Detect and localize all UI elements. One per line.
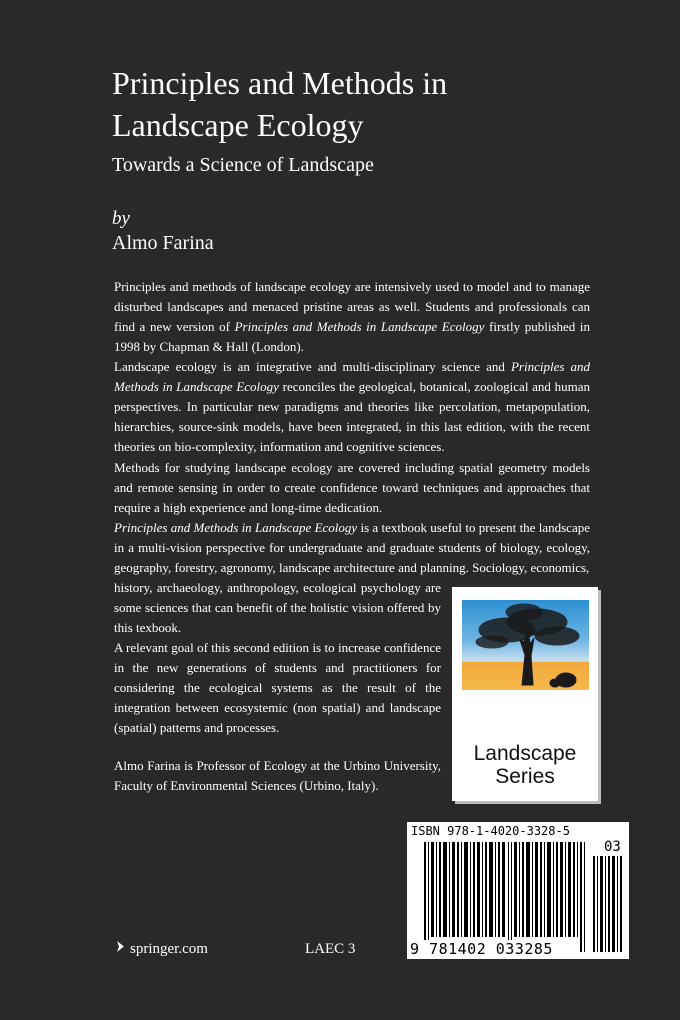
paragraph-goal: A relevant goal of this second edition is to increase confidence in the new generations of students and practitioners for considering the ecological systems as the result of the integration between ecosystemic (non spatial) and landscape (spatial) patterns and processes. [114,640,441,735]
paragraph-textbook-cont: history, archaeology, anthropology, ecological psychology are some sciences that can benefit of the holistic vision offered by this texbook. [114,580,441,635]
springer-link[interactable] [116,940,208,958]
tree-landscape-image [462,600,589,690]
paragraph-author-bio: Almo Farina is Professor of Ecology at the Urbino University, Faculty of Environmental Sciences (Urbino, Italy). [114,758,441,793]
landscape-series-badge [452,587,598,801]
isbn-text: ISBN 978-1-4020-3328-5 [411,824,570,838]
paragraph-integrative: Landscape ecology is an integrative and multi-disciplinary science and Principles and Methods in Landscape Ecology reconciles the geological, botanical, zoological and human perspectives. In particular new paradigms and theories like percolation, metapopulation, hierarchies, source-sink models, have been integrated, in this last edition, with the recent theories on bio-complexity, information and cognitive sciences. [114,359,591,454]
publisher-url: springer.com [130,940,208,957]
series-label: Landscape Series [473,742,577,788]
isbn-barcode [407,822,629,959]
book-title: Principles and Methods in Landscape Ecology [112,65,448,143]
paragraph-methods: Methods for studying landscape ecology are covered including spatial geometry models and remote sensing in order to create confidence toward techniques and approaches that require a high experience and long-time dedication. [114,460,590,515]
series-code: LAEC 3 [305,941,356,957]
isbn-addon: 03 [604,839,621,855]
barcode-bars [407,822,629,959]
author-name: Almo Farina [112,232,214,254]
by-label: by [112,208,130,229]
chevron-right-icon [116,940,126,958]
book-subtitle: Towards a Science of Landscape [112,154,374,176]
paragraph-textbook: Principles and Methods in Landscape Ecology is a textbook useful to present the landscape in a multi-vision perspective for undergraduate and graduate students of biology, ecology, geography, forestry, agronomy, landscape architecture and planning. Sociology, economics, [114,520,590,575]
paragraph-intro: Principles and methods of landscape ecology are intensively used to model and to manage disturbed landscapes and menaced pristine areas as well. Students and professionals can find a new version of Principles and Methods in Landscape Ecology firstly published in 1998 by Chapman & Hall (London). [114,279,590,354]
barcode-digits: 9 781402 033285 [410,940,553,958]
